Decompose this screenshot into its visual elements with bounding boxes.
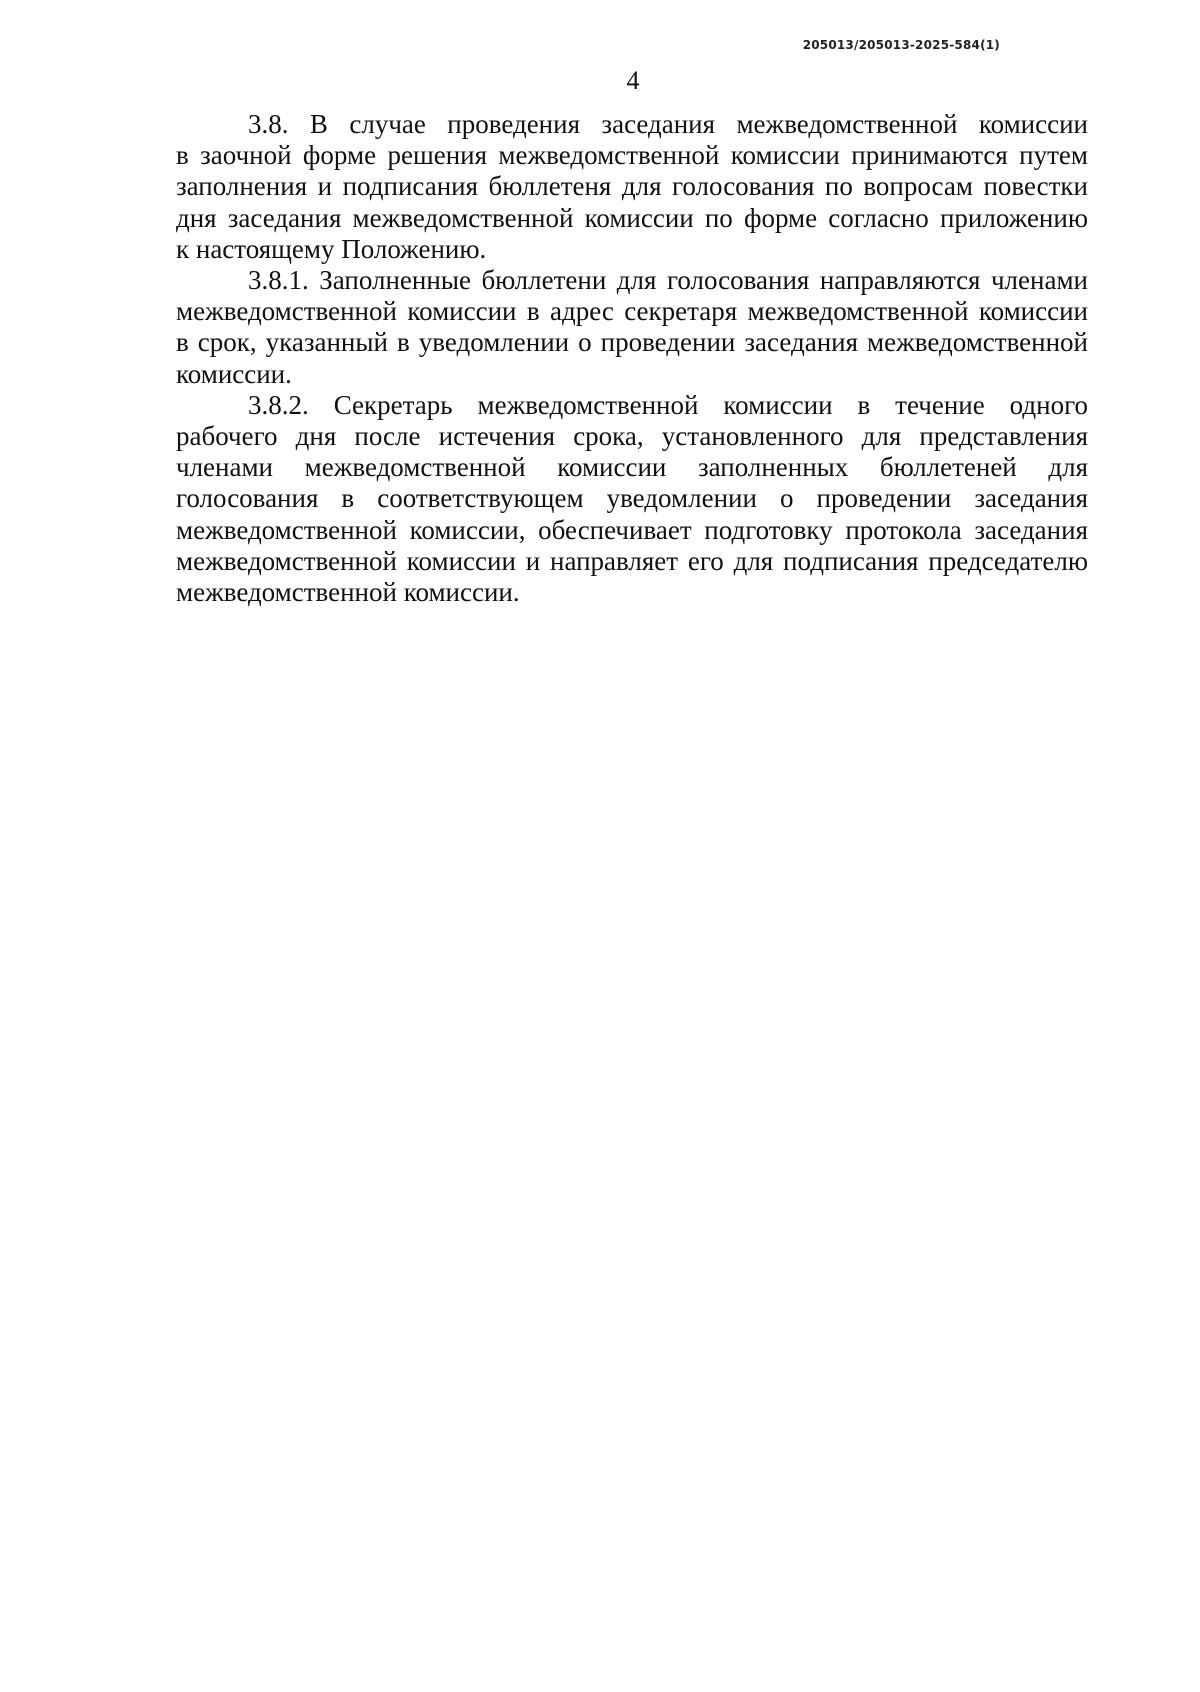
text-line: межведомственной комиссии, обеспечивает подготовку протокола заседания (176, 514, 1088, 545)
text-line: рабочего дня после истечения срока, установленного для представления (176, 421, 1088, 452)
text-line: в срок, указанный в уведомлении о проведении заседания межведомственной (176, 327, 1088, 358)
text-line: в заочной форме решения межведомственной комиссии принимаются путем (176, 140, 1088, 171)
text-line: дня заседания межведомственной комиссии по форме согласно приложению (176, 202, 1088, 233)
text-line: заполнения и подписания бюллетеня для голосования по вопросам повестки (176, 171, 1088, 202)
paragraph-3-8-2 (176, 390, 1088, 608)
text-line: межведомственной комиссии. (176, 577, 520, 608)
paragraph-3-8-1 (176, 265, 1088, 390)
document-id: 205013/205013-2025-584(1) (802, 38, 1000, 52)
text-line: 3.8. В случае проведения заседания межведомственной комиссии (248, 109, 1088, 139)
page-number: 4 (626, 66, 640, 95)
paragraph-3-8 (176, 109, 1088, 265)
text-line: голосования в соответствующем уведомлении о проведении заседания (176, 483, 1088, 514)
text-line: межведомственной комиссии в адрес секретаря межведомственной комиссии (176, 296, 1088, 327)
document-body (176, 109, 1088, 608)
text-line: членами межведомственной комиссии заполненных бюллетеней для (176, 452, 1088, 483)
text-line: 3.8.2. Секретарь межведомственной комиссии в течение одного (248, 389, 1088, 420)
text-line: к настоящему Положению. (176, 233, 487, 264)
text-line: межведомственной комиссии и направляет его для подписания председателю (176, 545, 1088, 576)
text-line: комиссии. (176, 358, 292, 389)
text-line: 3.8.1. Заполненные бюллетени для голосования направляются членами (248, 265, 1088, 296)
